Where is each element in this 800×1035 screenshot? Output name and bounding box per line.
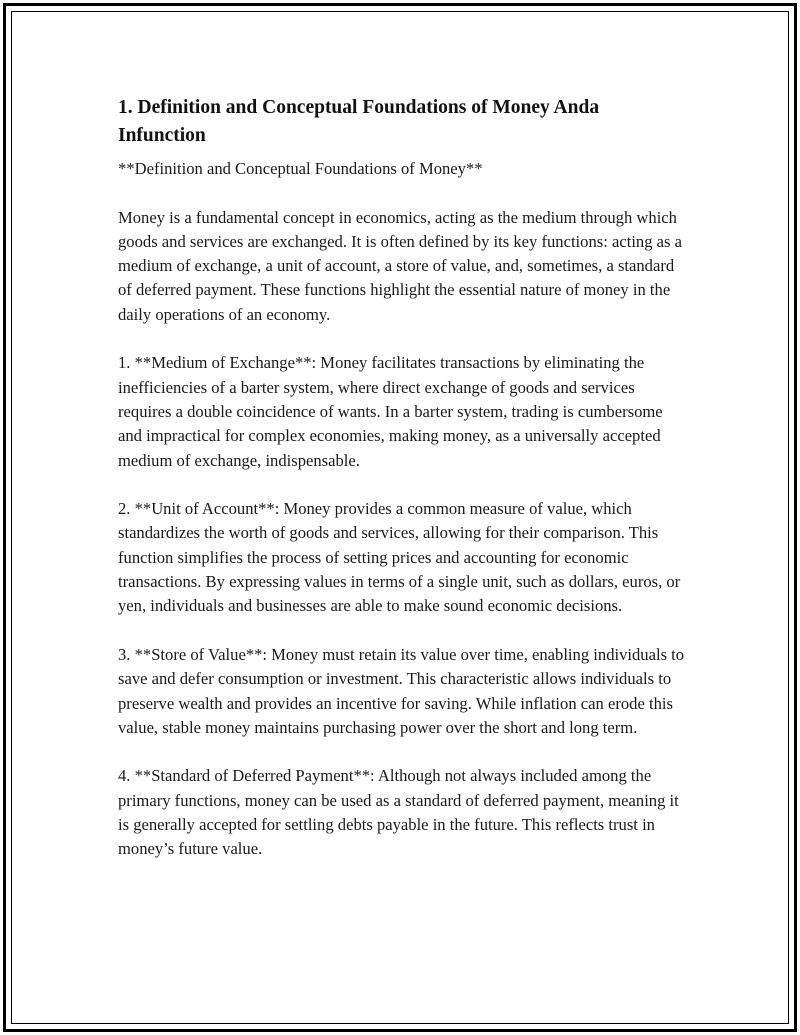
paragraph-unit-of-account: 2. **Unit of Account**: Money provides a common measure of value, which standardizes the worth of goods and services, allowing for their comparison. This function simplifies the process of setting prices and accounting for economic transactions. By expressing values in terms of a single unit, such as dollars, euros, or yen, individuals and businesses are able to make sound economic decisions. — [118, 499, 681, 616]
paragraph-store-of-value: 3. **Store of Value**: Money must retain its value over time, enabling individuals to save and defer consumption or investment. This characteristic allows individuals to preserve wealth and provides an incentive for saving. While inflation can erode this value, stable money maintains purchasing power over the short and long term. — [118, 644, 685, 737]
paragraph-deferred-payment: 4. **Standard of Deferred Payment**: Although not always included among the primary functions, money can be used as a standard of deferred payment, meaning it is generally accepted for settling debts payable in the future. This reflects trust in money’s future value. — [118, 766, 679, 859]
document-subtitle: **Definition and Conceptual Foundations of Money** — [118, 159, 483, 178]
document-body — [118, 94, 688, 886]
document-title: 1. Definition and Conceptual Foundations of Money Anda Infunction — [118, 97, 600, 146]
paragraph-intro: Money is a fundamental concept in economics, acting as the medium through which goods and services are exchanged. It is often defined by its key functions: acting as a medium of exchange, a unit of account, a store of value, and, sometimes, a standard of deferred payment. These functions highlight the essential nature of money in the daily operations of an economy. — [118, 207, 683, 324]
paragraph-medium-of-exchange: 1. **Medium of Exchange**: Money facilitates transactions by eliminating the inefficiencies of a barter system, where direct exchange of goods and services requires a double coincidence of wants. In a barter system, trading is cumbersome and impractical for complex economies, making money, as a universally accepted medium of exchange, indispensable. — [118, 353, 663, 470]
